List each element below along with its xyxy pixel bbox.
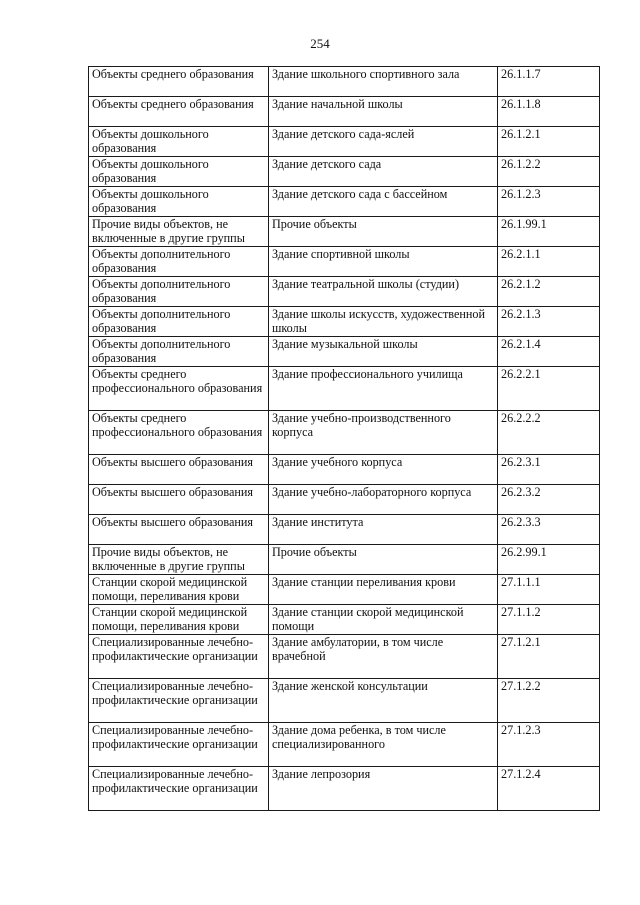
code-cell: 26.2.1.3 [498,307,600,337]
code-cell: 27.1.1.1 [498,575,600,605]
building-name-cell: Здание лепрозория [269,767,498,811]
table-row [89,217,600,247]
building-name-cell: Здание учебно-производственного корпуса [269,411,498,455]
code-cell: 26.1.1.8 [498,97,600,127]
object-type-cell: Прочие виды объектов, не включенные в другие группы [89,217,269,247]
object-type-cell: Объекты среднего профессионального образования [89,411,269,455]
table-row [89,679,600,723]
object-type-cell: Объекты дошкольного образования [89,127,269,157]
registry-table [88,66,600,811]
code-cell: 26.2.2.2 [498,411,600,455]
object-type-cell: Объекты высшего образования [89,515,269,545]
building-name-cell: Здание дома ребенка, в том числе специализированного [269,723,498,767]
code-cell: 26.2.2.1 [498,367,600,411]
code-cell: 26.2.3.2 [498,485,600,515]
table-row [89,575,600,605]
object-type-cell: Специализированные лечебно-профилактические организации [89,635,269,679]
building-name-cell: Здание спортивной школы [269,247,498,277]
table-row [89,187,600,217]
table-row [89,545,600,575]
table-row [89,635,600,679]
object-type-cell: Объекты среднего образования [89,97,269,127]
building-name-cell: Здание учебного корпуса [269,455,498,485]
building-name-cell: Здание музыкальной школы [269,337,498,367]
page-number: 254 [310,36,330,51]
building-name-cell: Здание амбулатории, в том числе врачебной [269,635,498,679]
object-type-cell: Объекты высшего образования [89,455,269,485]
object-type-cell: Объекты дошкольного образования [89,187,269,217]
object-type-cell: Станции скорой медицинской помощи, переливания крови [89,605,269,635]
table-row [89,67,600,97]
building-name-cell: Здание профессионального училища [269,367,498,411]
building-name-cell: Здание театральной школы (студии) [269,277,498,307]
object-type-cell: Объекты дошкольного образования [89,157,269,187]
building-name-cell: Здание станции скорой медицинской помощи [269,605,498,635]
object-type-cell: Объекты дополнительного образования [89,307,269,337]
table-row [89,337,600,367]
code-cell: 27.1.2.3 [498,723,600,767]
object-type-cell: Объекты среднего профессионального образования [89,367,269,411]
building-name-cell: Здание учебно-лабораторного корпуса [269,485,498,515]
code-cell: 26.2.99.1 [498,545,600,575]
table-row [89,367,600,411]
code-cell: 27.1.1.2 [498,605,600,635]
object-type-cell: Специализированные лечебно-профилактические организации [89,767,269,811]
code-cell: 26.2.1.4 [498,337,600,367]
code-cell: 26.2.3.1 [498,455,600,485]
building-name-cell: Здание женской консультации [269,679,498,723]
building-name-cell: Здание детского сада-яслей [269,127,498,157]
building-name-cell: Здание школы искусств, художественной школы [269,307,498,337]
object-type-cell: Объекты дополнительного образования [89,247,269,277]
table-row [89,127,600,157]
table-row [89,277,600,307]
code-cell: 26.1.99.1 [498,217,600,247]
code-cell: 27.1.2.4 [498,767,600,811]
code-cell: 27.1.2.2 [498,679,600,723]
code-cell: 27.1.2.1 [498,635,600,679]
object-type-cell: Объекты высшего образования [89,485,269,515]
code-cell: 26.1.1.7 [498,67,600,97]
table-row [89,455,600,485]
table-row [89,605,600,635]
table-row [89,515,600,545]
building-name-cell: Здание детского сада [269,157,498,187]
code-cell: 26.2.3.3 [498,515,600,545]
building-name-cell: Здание школьного спортивного зала [269,67,498,97]
object-type-cell: Специализированные лечебно-профилактические организации [89,723,269,767]
table-row [89,157,600,187]
code-cell: 26.1.2.3 [498,187,600,217]
building-name-cell: Прочие объекты [269,217,498,247]
code-cell: 26.1.2.2 [498,157,600,187]
object-type-cell: Станции скорой медицинской помощи, переливания крови [89,575,269,605]
table-row [89,767,600,811]
code-cell: 26.1.2.1 [498,127,600,157]
table-row [89,97,600,127]
table-row [89,723,600,767]
object-type-cell: Объекты дополнительного образования [89,337,269,367]
code-cell: 26.2.1.2 [498,277,600,307]
object-type-cell: Прочие виды объектов, не включенные в другие группы [89,545,269,575]
table-row [89,307,600,337]
building-name-cell: Здание станции переливания крови [269,575,498,605]
table-row [89,485,600,515]
table-row [89,411,600,455]
building-name-cell: Здание института [269,515,498,545]
object-type-cell: Объекты дополнительного образования [89,277,269,307]
object-type-cell: Объекты среднего образования [89,67,269,97]
object-type-cell: Специализированные лечебно-профилактические организации [89,679,269,723]
code-cell: 26.2.1.1 [498,247,600,277]
table-row [89,247,600,277]
building-name-cell: Прочие объекты [269,545,498,575]
building-name-cell: Здание начальной школы [269,97,498,127]
building-name-cell: Здание детского сада с бассейном [269,187,498,217]
